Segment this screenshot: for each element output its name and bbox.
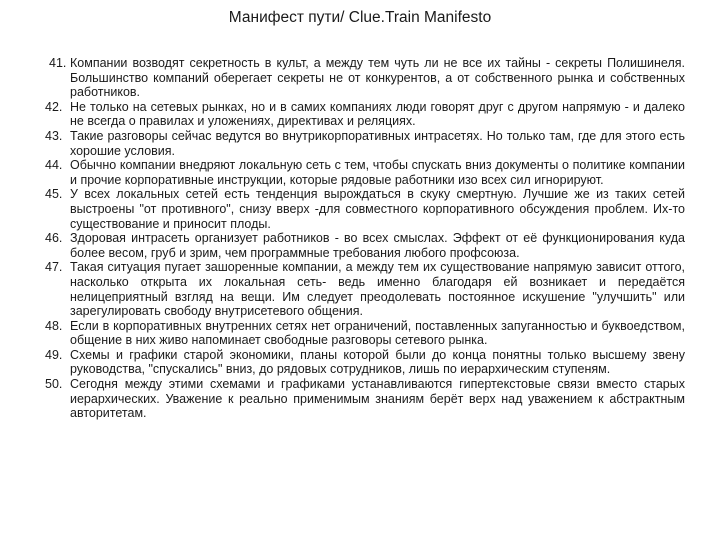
item-number: 45. (45, 187, 63, 202)
item-number: 43. (45, 128, 63, 143)
item-text: Такие разговоры сейчас ведутся во внутрикорпоративных интрасетях. Но только там, где для этого есть хорошие условия. (70, 128, 685, 158)
list-item (45, 56, 685, 100)
list-item (45, 348, 685, 377)
list-item (45, 129, 685, 158)
page-title: Манифест пути/ Clue.Train Manifesto (228, 9, 492, 26)
item-text: Здоровая интрасеть организует работников - во всех смыслах. Эффект от её функционирования куда более весом, груб и зрим, чем программные требования любого профсоюза. (70, 231, 685, 260)
item-number: 49. (45, 347, 63, 362)
item-text: У всех локальных сетей есть тенденция вырождаться в скуку смертную. Лучшие же из таких сетей выстроены "от противного", снизу вверх -для совместного корпоративного обсуждения проблем. Их-то существование и приносит плоды. (70, 187, 685, 231)
list-item (45, 158, 685, 187)
item-text: Обычно компании внедряют локальную сеть с тем, чтобы спускать вниз документы о политике компании и прочие корпоративные инструкции, которые рядовые работники изо всех сил игнорируют. (70, 158, 685, 187)
item-number: 46. (45, 231, 63, 246)
item-number: 50. (45, 377, 63, 392)
list-item (45, 260, 685, 318)
list-item (45, 377, 685, 421)
list-item (45, 231, 685, 260)
item-text: Компании возводят секретность в культ, а между тем чуть ли не все их тайны - секреты Полишинеля. Большинство компаний оберегает секреты не от конкурентов, а от собственного рынка и собственных работников. (70, 56, 685, 100)
item-number: 42. (45, 99, 63, 114)
item-number: 48. (45, 318, 63, 333)
item-text: Не только на сетевых рынках, но и в самих компаниях люди говорят друг с другом напрямую - и далеко не всегда о правилах и уложениях, директивах и реляциях. (70, 99, 685, 129)
item-number: 44. (45, 158, 63, 173)
list-item (45, 187, 685, 231)
theses-list (45, 56, 685, 421)
item-number: 47. (45, 260, 63, 275)
item-text: Если в корпоративных внутренних сетях нет ограничений, поставленных запуганностью и буквоедством, общение в них живо напоминает свободные разговоры сетевого рынка. (70, 318, 685, 348)
list-item (45, 319, 685, 348)
item-text: Сегодня между этими схемами и графиками устанавливаются гипертекстовые связи вместо старых иерархических. Уважение к реально применимым знаниям берёт верх над уважением к абстрактным авторитетам. (70, 377, 685, 421)
item-number: 41. (49, 56, 67, 70)
item-text: Схемы и графики старой экономики, планы которой были до конца понятны только высшему звену руководства, "спускались" вниз, до рядовых сотрудников, лишь по иерархическим ступеням. (70, 347, 685, 377)
list-item (45, 100, 685, 129)
item-text: Такая ситуация пугает зашоренные компании, а между тем их существование напрямую зависит оттого, насколько открыта их локальная сеть- ведь именно благодаря ей возникает и передаётся нелицеприятный взгляд на вещи. Им следует преодолевать постоянное искушение "улучшить" или зарегулировать свободу внутрисетевого общения. (70, 260, 685, 319)
